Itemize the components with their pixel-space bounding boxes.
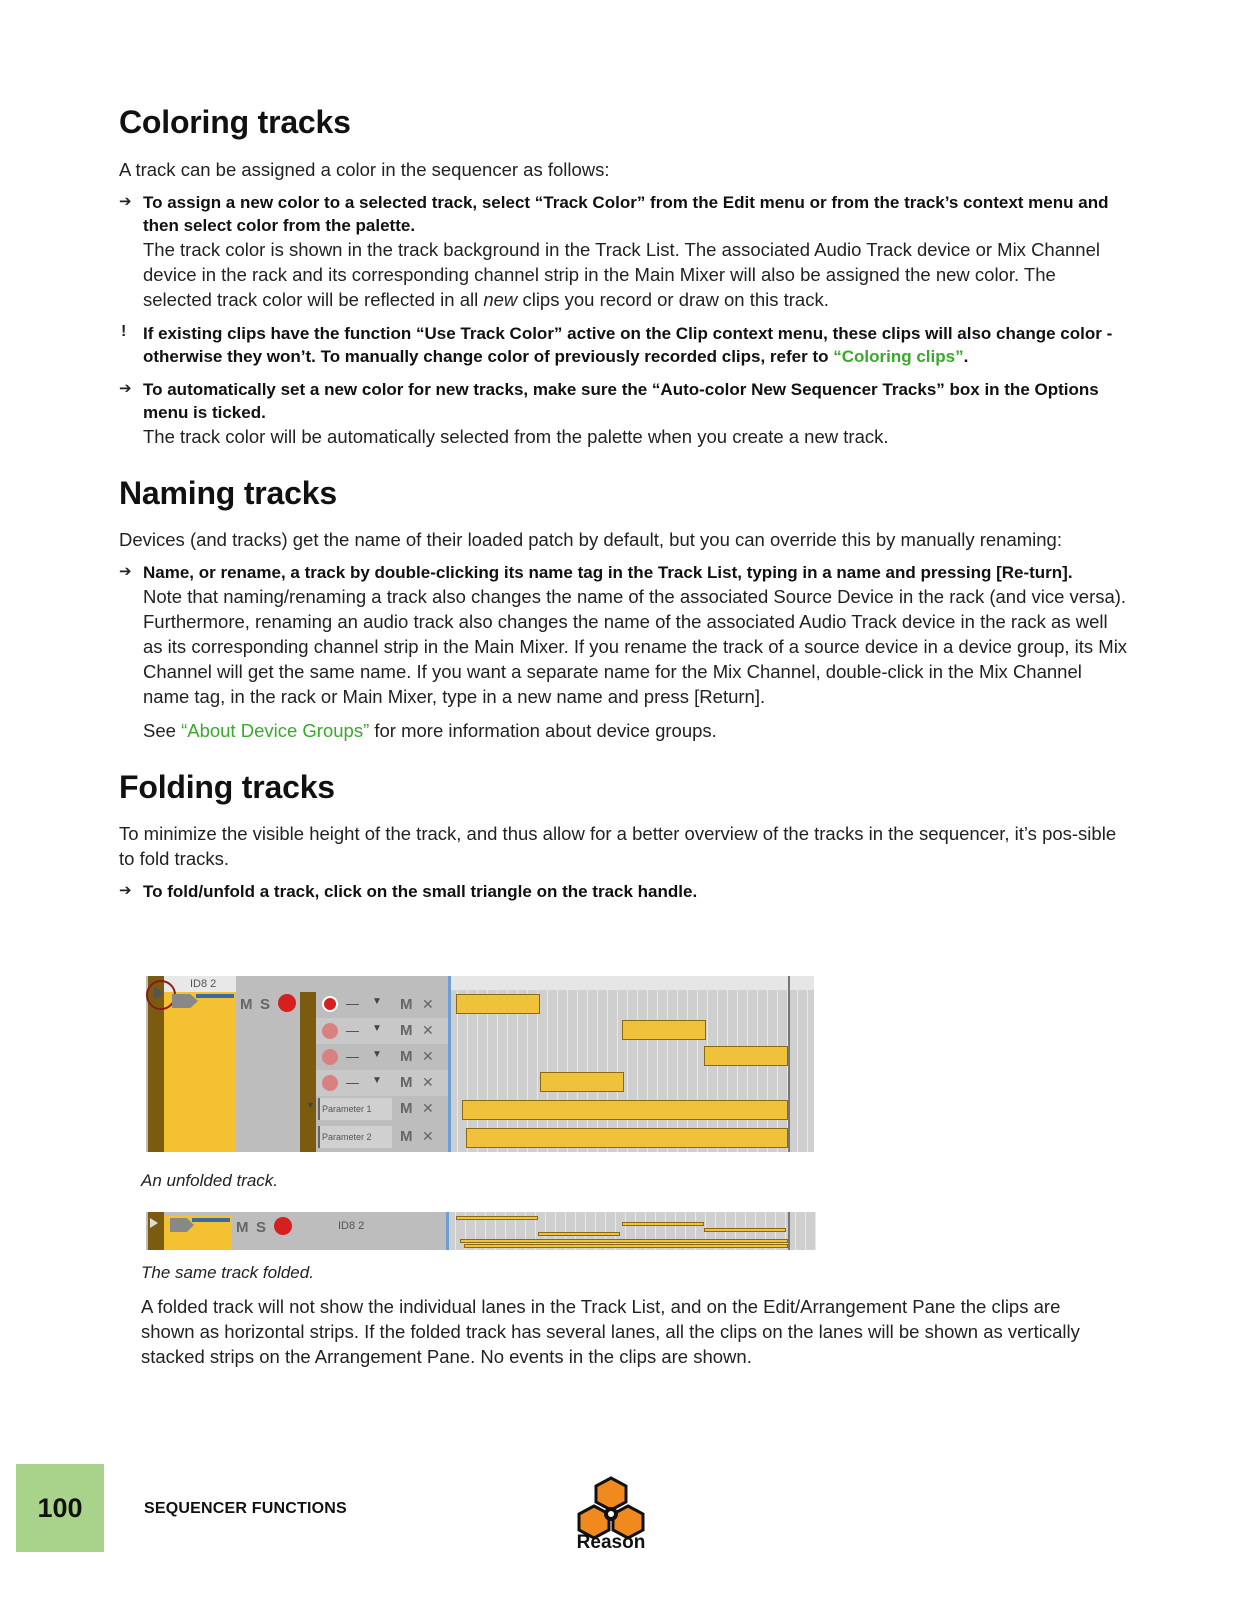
cursor-highlight-circle <box>146 980 176 1010</box>
figure-folded-track <box>146 1212 816 1250</box>
folding-outro: A folded track will not show the individual lanes in the Track List, and on the Edit/Arrangement Pane the clips are shown as horizontal strips. If the folded track has several lanes, all the clips on the lanes will be shown as vertically stacked strips on the Arrangement Pane. No events in the clips are shown. <box>141 1296 1080 1367</box>
clip[interactable] <box>456 994 540 1014</box>
clip-strip[interactable] <box>622 1222 704 1226</box>
lane-delete-icon[interactable]: ✕ <box>422 1128 434 1144</box>
lane-2 <box>316 1018 448 1044</box>
folding-intro: To minimize the visible height of the track, and thus allow for a better overview of the tracks in the sequencer, it’s pos-sible to fold tracks. <box>119 823 1117 869</box>
link-coloring-clips[interactable]: “Coloring clips” <box>833 347 964 366</box>
coloring-note-bold <box>143 322 1129 368</box>
naming-intro: Devices (and tracks) get the name of their loaded patch by default, but you can override this by manually renaming: <box>119 529 1062 550</box>
lane-1 <box>316 992 448 1018</box>
heading-coloring-tracks: Coloring tracks <box>119 104 351 140</box>
track-name-tag[interactable]: ID8 2 <box>190 978 217 990</box>
track-name-tag[interactable]: ID8 2 <box>338 1220 365 1232</box>
page-content <box>119 104 1129 903</box>
coloring-bullet-2-bold: To automatically set a new color for new tracks, make sure the “Auto-color New Sequencer Tracks” box in the Options menu is ticked. <box>143 380 1099 422</box>
arrow-icon: ➔ <box>119 380 132 397</box>
solo-button[interactable]: S <box>260 996 271 1013</box>
record-enable-icon[interactable] <box>322 1049 338 1065</box>
caption-unfolded: An unfolded track. <box>141 1171 279 1190</box>
lane-delete-icon[interactable]: ✕ <box>422 1074 434 1090</box>
track-list <box>146 976 448 1152</box>
see-b: for more information about device groups. <box>369 720 717 741</box>
naming-bullet-bold: Name, or rename, a track by double-clicking its name tag in the Track List, typing in a name and pressing [Re-turn]. <box>143 563 1073 582</box>
clip-strip[interactable] <box>538 1232 620 1236</box>
exclamation-icon: ! <box>121 323 127 340</box>
coloring-bullet-2-desc: The track color will be automatically selected from the palette when you create a new track. <box>143 426 889 447</box>
automation-strip[interactable] <box>460 1239 788 1243</box>
end-marker <box>788 976 790 1152</box>
lane-delete-icon[interactable]: ✕ <box>422 1048 434 1064</box>
clip-strip[interactable] <box>704 1228 786 1232</box>
playhead-line <box>448 976 451 1152</box>
naming-see-also <box>143 718 1129 743</box>
clip[interactable] <box>622 1020 706 1040</box>
lane-mute-button[interactable]: M <box>400 996 413 1013</box>
lane-3 <box>316 1044 448 1070</box>
coloring-bullet-1-desc <box>143 237 1129 312</box>
desc-emphasis: new <box>483 289 518 310</box>
folding-bullet <box>119 880 1129 903</box>
level-meter <box>196 994 234 998</box>
track-color-block <box>164 992 236 1152</box>
lane-4 <box>316 1070 448 1096</box>
desc-part-a: The track color is shown in the track background in the Track List. The associated Audio Track device or Mix Channel device in the rack and its corresponding channel strip in the Main Mixer will also be assigned the new color. The selected track color will be reflected in all <box>143 239 1100 310</box>
clip-strip[interactable] <box>456 1216 538 1220</box>
lane-mute-button[interactable]: M <box>400 1100 413 1117</box>
lane-dash: — <box>346 996 359 1011</box>
instrument-icon <box>274 1217 292 1235</box>
note-text: If existing clips have the function “Use Track Color” active on the Clip context menu, these clips will also change color - otherwise they won’t. To manually change color of previously recorded clips, refer to <box>143 324 1113 366</box>
lane-delete-icon[interactable]: ✕ <box>422 1100 434 1116</box>
desc-part-b: clips you record or draw on this track. <box>517 289 829 310</box>
lane-delete-icon[interactable]: ✕ <box>422 1022 434 1038</box>
mute-button[interactable]: M <box>240 996 253 1013</box>
lane-mute-button[interactable]: M <box>400 1128 413 1145</box>
chevron-down-icon[interactable]: ▼ <box>372 1023 382 1034</box>
automation-strip[interactable] <box>464 1244 788 1248</box>
coloring-bullet-1 <box>119 191 1129 312</box>
record-enable-icon[interactable] <box>322 996 338 1012</box>
lane-mute-button[interactable]: M <box>400 1048 413 1065</box>
record-enable-icon[interactable] <box>322 1075 338 1091</box>
clip[interactable] <box>704 1046 788 1066</box>
lane-mute-button[interactable]: M <box>400 1074 413 1091</box>
coloring-note <box>119 322 1129 368</box>
logo-text: Reason <box>576 1532 646 1553</box>
chevron-down-icon[interactable]: ▼ <box>372 1075 382 1086</box>
lane-mute-button[interactable]: M <box>400 1022 413 1039</box>
lane-delete-icon[interactable]: ✕ <box>422 996 434 1012</box>
link-about-device-groups[interactable]: “About Device Groups” <box>181 720 370 741</box>
naming-bullet-desc: Note that naming/renaming a track also changes the name of the associated Source Device in the rack (and vice versa). Furthermore, renaming an audio track also changes the name of the associated Audio Track device in the rack as well as its corresponding channel strip in the Main Mixer. If you rename the track of a source device in a device group, its Mix Channel will get the same name. If you want a separate name for the Mix Channel, double-click in the Mix Channel name tag, in the rack or Main Mixer, type in a new name and press [Return]. <box>143 586 1128 707</box>
caption-folded: The same track folded. <box>141 1263 314 1282</box>
lane-dash: — <box>346 1023 359 1038</box>
arrangement-pane-folded[interactable] <box>446 1212 816 1250</box>
naming-bullet <box>119 561 1129 743</box>
note-end: . <box>963 347 969 366</box>
fold-triangle-icon[interactable] <box>150 1218 158 1228</box>
coloring-intro: A track can be assigned a color in the sequencer as follows: <box>119 159 610 180</box>
heading-folding-tracks: Folding tracks <box>119 769 335 805</box>
arrow-icon: ➔ <box>119 193 132 210</box>
automation-lane-1 <box>306 1096 448 1124</box>
coloring-bullet-1-bold: To assign a new color to a selected track, select “Track Color” from the Edit menu or from the track’s context menu and then select color from the palette. <box>143 193 1109 235</box>
see-a: See <box>143 720 182 741</box>
clip[interactable] <box>540 1072 624 1092</box>
folding-bullet-bold: To fold/unfold a track, click on the small triangle on the track handle. <box>143 882 698 901</box>
figure-unfolded-track <box>146 976 814 1152</box>
chevron-down-icon[interactable]: ▼ <box>372 996 382 1007</box>
param-label-1[interactable]: Parameter 1 <box>322 1104 372 1114</box>
lane-dash: — <box>346 1049 359 1064</box>
lane-dash: — <box>346 1075 359 1090</box>
playhead-line <box>446 1212 449 1250</box>
level-meter <box>192 1218 230 1222</box>
record-enable-icon[interactable] <box>322 1023 338 1039</box>
page-number: 100 <box>37 1492 83 1523</box>
collapse-triangle-icon[interactable]: ▼ <box>306 1100 315 1110</box>
track-list-folded <box>146 1212 446 1250</box>
param-label-2[interactable]: Parameter 2 <box>322 1132 372 1142</box>
mute-button[interactable]: M <box>236 1219 249 1236</box>
arrow-icon: ➔ <box>119 563 132 580</box>
ruler <box>448 976 814 990</box>
coloring-bullet-2 <box>119 378 1129 449</box>
end-marker <box>788 1212 790 1250</box>
instrument-icon <box>278 994 296 1012</box>
arrangement-pane[interactable] <box>448 976 814 1152</box>
chevron-down-icon[interactable]: ▼ <box>372 1049 382 1060</box>
automation-lane-2 <box>306 1124 448 1152</box>
arrow-icon: ➔ <box>119 882 132 899</box>
automation-clip[interactable] <box>466 1128 788 1148</box>
solo-button[interactable]: S <box>256 1219 267 1236</box>
section-name: SEQUENCER FUNCTIONS <box>144 1500 347 1517</box>
heading-naming-tracks: Naming tracks <box>119 475 337 511</box>
automation-clip[interactable] <box>462 1100 788 1120</box>
page-number-box <box>16 1464 104 1552</box>
